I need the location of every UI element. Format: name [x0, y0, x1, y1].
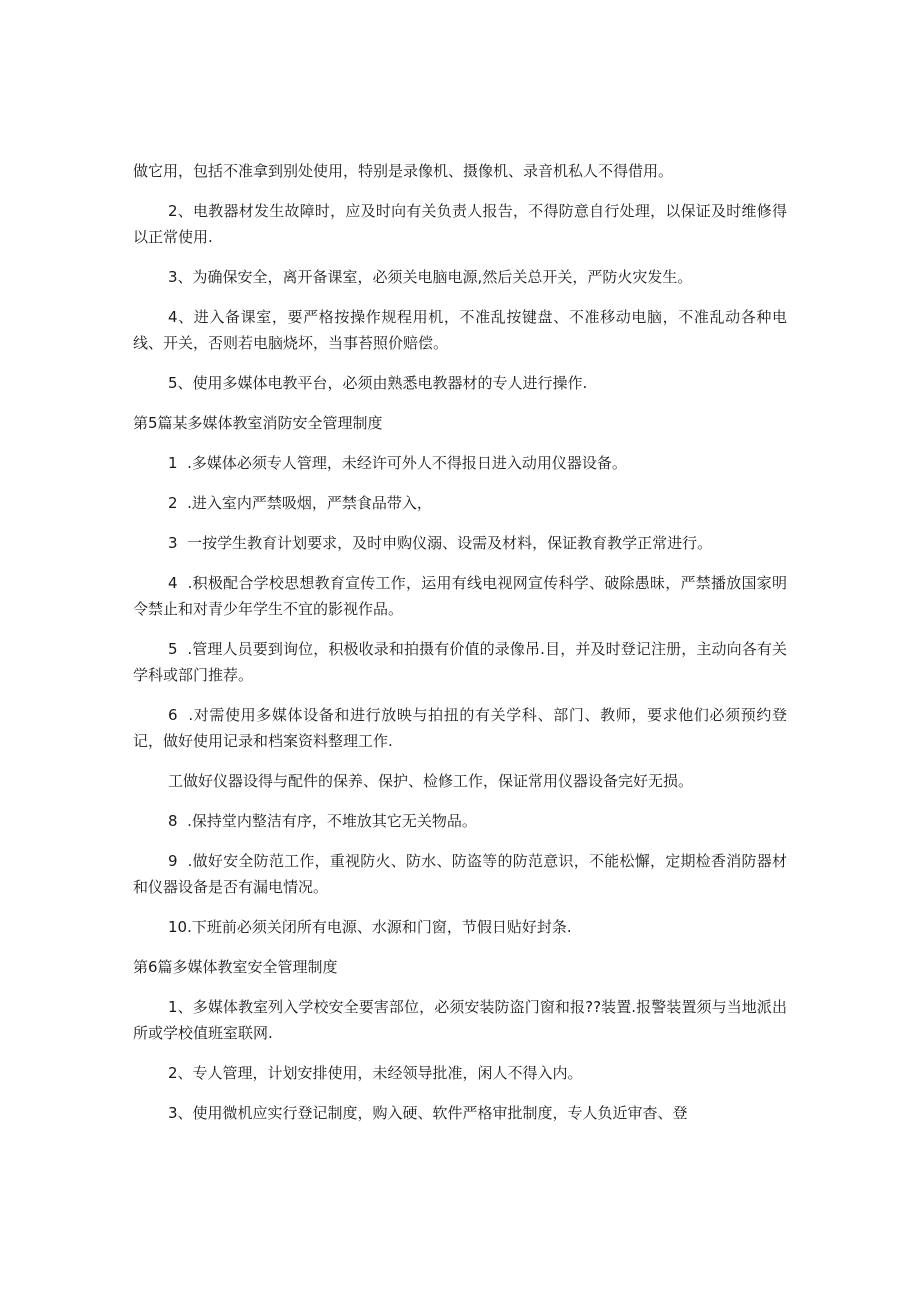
section-heading-6: 第6篇多媒体教室安全管理制度	[133, 958, 338, 976]
section6-item-3: 3、使用微机应实行登记制度，购入硬、软件严格审批制度，专人负近审杳、登	[168, 1104, 688, 1122]
section5-item-7: 工做好仪器设得与配件的保养、保护、检修工作，保证常用仪器设备完好无损。	[168, 772, 694, 790]
section6-item-1: 1、多媒体教室列入学校安全要害部位，必须安装防盗门窗和报??装置.报警装置须与当地派出所或学校值班室联网.	[133, 998, 787, 1042]
document-body	[133, 158, 787, 1140]
paragraph-rule-4: 4、进入备课室，要严格按操作规程用机，不准乱按键盘、不准移动电脑，不准乱动各种电线、开关，否则若电脑烧坏，当事苔照价赔偿。	[133, 308, 787, 352]
section5-item-8: 8 .保持堂内整洁有序，不堆放其它无关物品。	[168, 812, 477, 830]
section6-item-2: 2、专人管理，计划安排使用，未经领导批准，闲人不得入内。	[168, 1064, 583, 1082]
section5-item-1: 1 .多媒体必须专人管理，未经许可外人不得报日进入动用仪器设备。	[168, 454, 627, 472]
section5-item-4: 4 .积极配合学校思想教育宣传工作，运用有线电视网宣传科学、破除愚昧，严禁播放国家明令禁止和对青少年学生不宜的影视作品。	[133, 574, 787, 618]
section5-item-3: 3 一按学生教育计划要求，及时申购仪溺、设需及材料，保证教育教学正常进行。	[168, 534, 713, 552]
section5-item-5: 5 .管理人员要到询位，积极收录和拍摄有价值的录像吊.目，并及时登记注册，主动向各有关学科或部门推荐。	[133, 640, 787, 684]
paragraph-rule-2: 2、电教器材发生故障时，应及时向有关负责人报告，不得防意自行处理，以保证及时维修得以正常使用.	[133, 202, 787, 246]
section5-item-6: 6 .对需使用多媒体设备和进行放映与拍扭的有关学科、部门、教师，要求他们必须预约登记，做好使用记录和档案资料整理工作.	[133, 706, 787, 750]
section5-item-9: 9 .做好安全防范工作，重视防火、防水、防盗等的防范意识，不能松懈，定期检香消防器材和仪器设备是否有漏电情况。	[133, 852, 787, 896]
paragraph-rule-5: 5、使用多媒体电教平台，必须由熟悉电教器材的专人进行操作.	[168, 374, 588, 392]
section5-item-10: 10.下班前必须关闭所有电源、水源和门窗，节假日贴好封条.	[168, 918, 572, 936]
section5-item-2: 2 .进入室内严禁吸烟，严禁食品带入，	[168, 494, 432, 512]
section-heading-5: 第5篇某多媒体教室消防安全管理制度	[133, 414, 383, 432]
paragraph-rule-3: 3、为确保安全，离开备课室，必须关电脑电源,然后关总开关，严防火灾发生。	[168, 268, 693, 286]
paragraph-continuation: 做它用，包括不准拿到别处使用，特别是录像机、摄像机、录音机私人不得借用。	[133, 162, 674, 180]
